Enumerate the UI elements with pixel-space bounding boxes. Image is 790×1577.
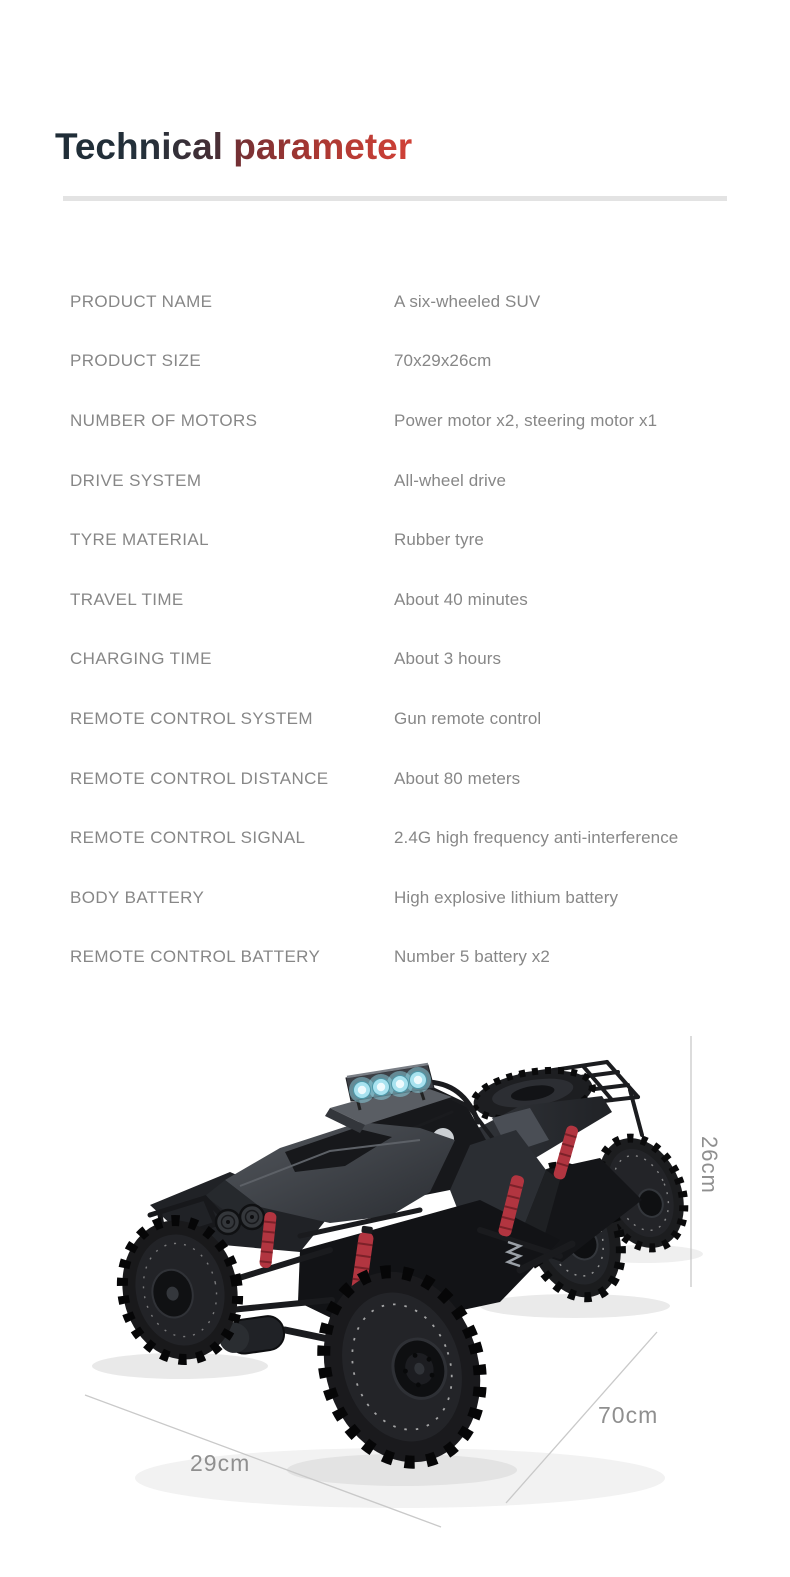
spec-row [70, 808, 735, 868]
spec-label: PRODUCT SIZE [70, 351, 202, 371]
spec-value: 2.4G high frequency anti-interference [394, 828, 679, 848]
dimension-width-label: 29cm [190, 1450, 251, 1476]
spec-label: PRODUCT NAME [70, 291, 213, 311]
spec-label: REMOTE CONTROL SYSTEM [70, 708, 313, 728]
spec-label: REMOTE CONTROL DISTANCE [70, 768, 329, 788]
spec-value: All-wheel drive [394, 470, 507, 490]
title-divider [63, 196, 727, 201]
spec-label: TYRE MATERIAL [70, 530, 210, 550]
spec-value: Number 5 battery x2 [394, 947, 550, 967]
spec-row [70, 570, 735, 630]
spec-value: High explosive lithium battery [394, 887, 619, 907]
page-title-word-1: Technical [55, 126, 223, 167]
dimension-height-label: 26cm [697, 1136, 722, 1194]
spec-value: About 40 minutes [394, 589, 528, 609]
spec-label: CHARGING TIME [70, 649, 212, 669]
spec-row [70, 391, 735, 451]
spec-row [70, 689, 735, 749]
spec-value: About 3 hours [394, 649, 502, 669]
spec-label: REMOTE CONTROL BATTERY [70, 947, 321, 967]
spec-table [70, 272, 735, 987]
spec-label: DRIVE SYSTEM [70, 470, 202, 490]
dimension-length-label: 70cm [598, 1402, 659, 1428]
spec-value: 70x29x26cm [394, 351, 492, 371]
spec-label: REMOTE CONTROL SIGNAL [70, 828, 306, 848]
spec-row [70, 749, 735, 809]
spec-row [70, 510, 735, 570]
spec-value: A six-wheeled SUV [394, 291, 541, 311]
spec-value: About 80 meters [394, 768, 521, 788]
truck-product-image [0, 1030, 790, 1550]
spec-row [70, 332, 735, 392]
page-title [55, 124, 412, 170]
spec-value: Gun remote control [394, 708, 542, 728]
spec-row [70, 451, 735, 511]
spec-label: TRAVEL TIME [70, 589, 184, 609]
spec-row [70, 272, 735, 332]
spec-row [70, 630, 735, 690]
spec-row [70, 868, 735, 928]
spec-label: NUMBER OF MOTORS [70, 410, 258, 430]
spec-label: BODY BATTERY [70, 887, 205, 907]
spec-value: Power motor x2, steering motor x1 [394, 410, 658, 430]
page-title-word-2: parameter [233, 126, 413, 167]
spec-value: Rubber tyre [394, 530, 484, 550]
spec-row [70, 928, 735, 988]
